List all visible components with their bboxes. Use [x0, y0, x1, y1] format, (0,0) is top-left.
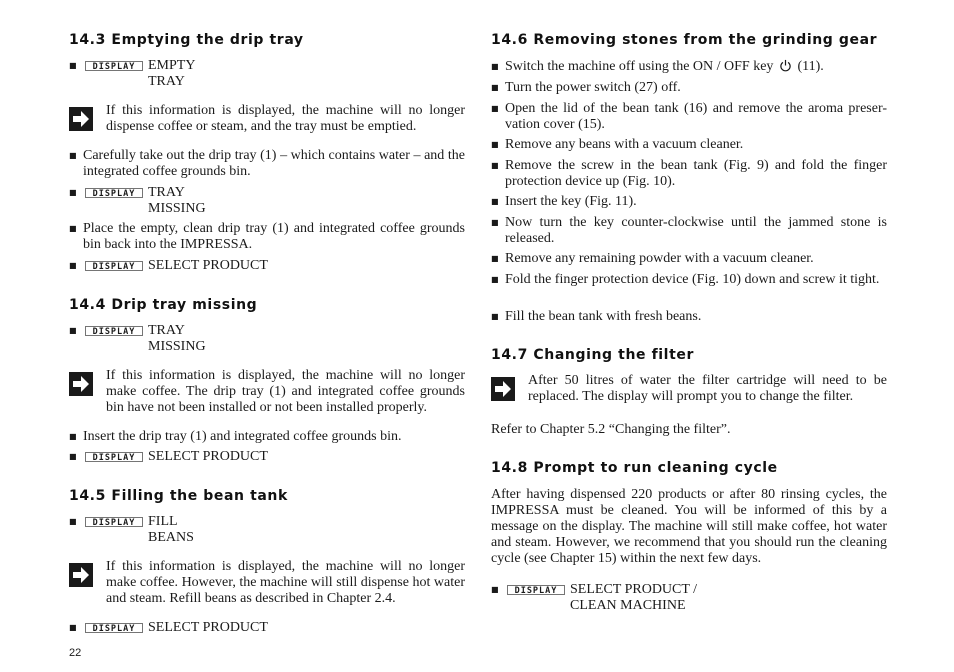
bullet-icon: ■ — [69, 224, 77, 233]
step-text: Fold the finger protection device (Fig. 10) down and screw it tight. — [505, 272, 880, 287]
display-icon — [85, 188, 143, 198]
display-icon — [85, 261, 143, 271]
list-item — [69, 148, 465, 182]
info-note — [69, 103, 465, 137]
display-message-tray-missing — [69, 323, 465, 357]
display-label: DISPLAY — [92, 518, 136, 527]
section-heading-14-8: 14.8 Prompt to run cleaning cycle — [491, 460, 778, 476]
bullet-icon: ■ — [69, 517, 77, 526]
display-text: SELECT PRODUCT — [148, 449, 268, 464]
display-text: EMPTY TRAY — [148, 58, 196, 89]
info-note — [69, 559, 465, 609]
arrow-right-icon — [69, 563, 93, 587]
display-label: DISPLAY — [92, 262, 136, 271]
display-text: SELECT PRODUCT / CLEAN MACHINE — [570, 582, 698, 613]
bullet-icon: ■ — [69, 623, 77, 632]
display-message-fill-beans — [69, 514, 465, 548]
bullet-icon: ■ — [69, 151, 77, 160]
display-icon — [85, 623, 143, 633]
arrow-right-icon — [69, 372, 93, 396]
step-text: Turn the power switch (27) off. — [505, 80, 681, 95]
list-item — [491, 158, 887, 192]
list-item — [69, 429, 465, 447]
step-text — [505, 59, 887, 75]
step-text: Insert the drip tray (1) and integrated coffee grounds bin. — [83, 429, 402, 444]
note-text: After 50 litres of water the filter cartridge will need to be replaced. The display will prompt you to change the filter. — [528, 373, 887, 404]
display-text: SELECT PRODUCT — [148, 620, 268, 635]
display-label: DISPLAY — [92, 62, 136, 71]
display-label: DISPLAY — [92, 327, 136, 336]
step-text-start: Switch the machine off using the ON / OFF key — [505, 59, 774, 74]
display-text: TRAY MISSING — [148, 323, 206, 354]
display-label: DISPLAY — [92, 453, 136, 462]
section-heading-14-5: 14.5 Filling the bean tank — [69, 488, 288, 504]
step-text: Remove any beans with a vacuum cleaner. — [505, 137, 744, 152]
page-number: 22 — [69, 647, 82, 659]
step-text: Remove any remaining powder with a vacuum cleaner. — [505, 251, 814, 266]
section-heading-14-3: 14.3 Emptying the drip tray — [69, 32, 304, 48]
display-label: DISPLAY — [514, 586, 558, 595]
bullet-icon: ■ — [491, 161, 499, 170]
bullet-icon: ■ — [491, 197, 499, 206]
display-message-select-product — [69, 620, 465, 638]
bullet-icon: ■ — [491, 218, 499, 227]
step-text: Now turn the key counter-clockwise until the jammed stone is released. — [505, 215, 887, 246]
display-message-select-product — [69, 449, 465, 467]
display-text: SELECT PRODUCT — [148, 258, 268, 273]
list-item — [491, 137, 887, 155]
list-item — [491, 272, 887, 306]
step-text: Open the lid of the bean tank (16) and remove the aroma preser-vation cover (15). — [505, 101, 887, 132]
arrow-right-icon — [69, 107, 93, 131]
list-item — [491, 59, 887, 77]
display-message-empty-tray — [69, 58, 465, 92]
section-heading-14-6: 14.6 Removing stones from the grinding gear — [491, 32, 878, 48]
body-paragraph: After having dispensed 220 products or after 80 rinsing cycles, the IMPRESSA must be cleaned. You will be informed of this by a message on the display. The machine will still make coffee, hot water and steam. However, we recommend that you should run the cleaning cycle (see Chapter 15) within the next few days. — [491, 487, 887, 566]
note-text: If this information is displayed, the machine will no longer dispense coffee or steam, and the tray must be emptied. — [106, 103, 465, 134]
info-note — [491, 373, 887, 407]
bullet-icon: ■ — [491, 312, 499, 321]
bullet-icon: ■ — [491, 140, 499, 149]
display-message-select-product — [69, 258, 465, 276]
list-item — [491, 101, 887, 135]
arrow-right-icon — [491, 377, 515, 401]
list-item — [491, 80, 887, 98]
display-message-tray-missing — [69, 185, 465, 219]
bullet-icon: ■ — [491, 275, 499, 284]
step-text: Place the empty, clean drip tray (1) and integrated coffee grounds bin back into the IMPRESSA. — [83, 221, 465, 252]
step-text-end: (11). — [797, 59, 824, 74]
bullet-icon: ■ — [491, 585, 499, 594]
note-text: If this information is displayed, the machine will no longer make coffee. However, the machine will still dispense hot water and steam. Refill beans as described in Chapter 2.4. — [106, 559, 465, 606]
reference-text: Refer to Chapter 5.2 “Changing the filter”. — [491, 422, 731, 437]
power-icon — [779, 59, 792, 72]
bullet-icon: ■ — [69, 326, 77, 335]
step-text: Insert the key (Fig. 11). — [505, 194, 637, 209]
display-text: TRAY MISSING — [148, 185, 206, 216]
display-icon — [85, 61, 143, 71]
list-item — [491, 251, 887, 269]
list-item — [491, 309, 887, 327]
display-icon — [85, 517, 143, 527]
bullet-icon: ■ — [69, 188, 77, 197]
step-text: Carefully take out the drip tray (1) – which contains water – and the integrated coffee grounds bin. — [83, 148, 465, 179]
bullet-icon: ■ — [69, 432, 77, 441]
bullet-icon: ■ — [491, 104, 499, 113]
bullet-icon: ■ — [491, 83, 499, 92]
bullet-icon: ■ — [69, 452, 77, 461]
bullet-icon: ■ — [491, 62, 499, 71]
step-text: Remove the screw in the bean tank (Fig. 9) and fold the finger protection device up (Fig. 10). — [505, 158, 887, 189]
display-message-select-product-clean-machine — [491, 582, 887, 616]
note-text: If this information is displayed, the machine will no longer make coffee. The drip tray (1) and integrated coffee grounds bin have not been installed or not been installed properly. — [106, 368, 465, 415]
list-item — [491, 215, 887, 249]
bullet-icon: ■ — [69, 61, 77, 70]
bullet-icon: ■ — [69, 261, 77, 270]
display-label: DISPLAY — [92, 624, 136, 633]
display-icon — [85, 326, 143, 336]
list-item — [69, 221, 465, 255]
list-item — [491, 194, 887, 212]
section-heading-14-7: 14.7 Changing the filter — [491, 347, 694, 363]
info-note — [69, 368, 465, 418]
step-text: Fill the bean tank with fresh beans. — [505, 309, 702, 324]
display-icon — [85, 452, 143, 462]
bullet-icon: ■ — [491, 254, 499, 263]
display-text: FILL BEANS — [148, 514, 194, 545]
section-heading-14-4: 14.4 Drip tray missing — [69, 297, 258, 313]
display-label: DISPLAY — [92, 189, 136, 198]
display-icon — [507, 585, 565, 595]
